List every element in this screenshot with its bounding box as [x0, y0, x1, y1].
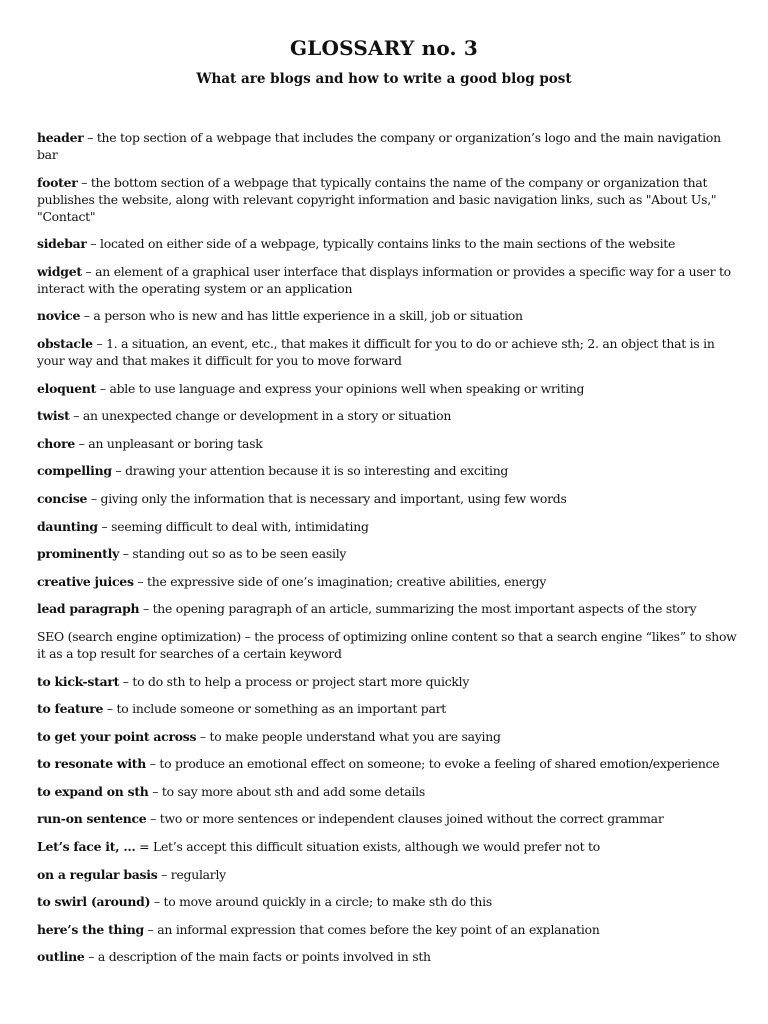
glossary-term: here’s the thing [37, 921, 144, 937]
glossary-entry [37, 129, 737, 163]
glossary-term: lead paragraph [37, 601, 140, 617]
glossary-definition: – to move around quickly in a circle; to make sth do this [150, 894, 492, 910]
glossary-entry [37, 755, 737, 772]
glossary-entry [37, 948, 737, 965]
glossary-term: Let’s face it, … [37, 839, 136, 855]
glossary-entry [37, 838, 737, 855]
glossary-definition: – an informal expression that comes before the key point of an explanation [143, 921, 600, 937]
glossary-definition: – to produce an emotional effect on someone; to evoke a feeling of shared emotion/experience [146, 756, 720, 772]
glossary-definition: – to make people understand what you are saying [196, 728, 501, 744]
glossary-entry [37, 462, 737, 479]
glossary-entry [37, 235, 737, 252]
glossary-definition: – giving only the information that is necessary and important, using few words [87, 490, 567, 506]
glossary-term: twist [37, 408, 70, 424]
glossary-entry [37, 518, 737, 535]
glossary-term: to feature [37, 701, 104, 717]
glossary-entry [37, 866, 737, 883]
glossary-entry [37, 407, 737, 424]
glossary-definition: – an unexpected change or development in a story or situation [69, 408, 452, 424]
glossary-entry [37, 673, 737, 690]
glossary-term: creative juices [37, 573, 134, 589]
glossary-entry [37, 810, 737, 827]
glossary-definition: – to include someone or something as an important part [103, 701, 447, 717]
glossary-entry [37, 335, 737, 369]
glossary-definition: = Let’s accept this difficult situation exists, although we would prefer not to [135, 839, 600, 855]
glossary-entry [37, 263, 737, 297]
glossary-definition: – located on either side of a webpage, typically contains links to the main sections of the website [86, 236, 676, 252]
glossary-definition: – standing out so as to be seen easily [119, 546, 347, 562]
glossary-term: prominently [37, 546, 120, 562]
glossary-definition: – a description of the main facts or points involved in sth [84, 949, 431, 965]
glossary-term: to kick-start [37, 673, 120, 689]
glossary-definition: – the expressive side of one’s imagination; creative abilities, energy [133, 573, 547, 589]
glossary-term: footer [37, 174, 78, 190]
glossary-definition: – the bottom section of a webpage that typically contains the name of the company or organization that publishes the website, along with relevant copyright information and basic navigation links, such as "About Us," "Contact" [37, 174, 717, 224]
glossary-term: widget [37, 263, 82, 279]
glossary-term: obstacle [37, 335, 93, 351]
glossary-definition: – the top section of a webpage that includes the company or organization’s logo and the main navigation bar [37, 130, 721, 162]
glossary-entry [37, 783, 737, 800]
glossary-term: SEO [37, 628, 64, 644]
glossary-definition: – an unpleasant or boring task [74, 435, 263, 451]
glossary-definition: – able to use language and express your opinions well when speaking or writing [96, 380, 585, 396]
glossary-term: to expand on sth [37, 783, 149, 799]
glossary-entry [37, 600, 737, 617]
glossary-term: header [37, 130, 84, 145]
glossary-term: on a regular basis [37, 866, 158, 882]
glossary-term: novice [37, 308, 81, 324]
page-title: GLOSSARY no. 3 [290, 36, 478, 60]
glossary-term: to get your point across [37, 728, 197, 744]
glossary-entry [37, 893, 737, 910]
glossary-list [37, 129, 737, 976]
glossary-entry [37, 174, 737, 225]
glossary-definition: – drawing your attention because it is so interesting and exciting [111, 463, 509, 479]
glossary-definition: – the opening paragraph of an article, summarizing the most important aspects of the story [139, 601, 697, 617]
glossary-entry [37, 728, 737, 745]
glossary-term: concise [37, 490, 88, 506]
glossary-definition: – to say more about sth and add some details [148, 783, 425, 799]
glossary-entry [37, 545, 737, 562]
glossary-term: to swirl (around) [37, 894, 151, 910]
glossary-definition: – regularly [157, 866, 226, 882]
glossary-entry [37, 490, 737, 507]
glossary-entry [37, 307, 737, 324]
glossary-term: run-on sentence [37, 811, 147, 827]
glossary-entry [37, 380, 737, 397]
glossary-term: sidebar [37, 236, 87, 252]
glossary-term: compelling [37, 463, 112, 479]
glossary-term: outline [37, 949, 85, 965]
page-subtitle: What are blogs and how to write a good blog post [196, 71, 572, 87]
glossary-definition: – two or more sentences or independent clauses joined without the correct grammar [146, 811, 664, 827]
glossary-term: eloquent [37, 380, 97, 396]
glossary-definition: (search engine optimization) – the process of optimizing online content so that a search engine “likes” to show it as a top result for searches of a certain keyword [37, 628, 737, 661]
glossary-term: daunting [37, 518, 98, 534]
glossary-definition: – seeming difficult to deal with, intimidating [97, 518, 369, 534]
glossary-definition: – to do sth to help a process or project start more quickly [119, 673, 470, 689]
glossary-definition: – a person who is new and has little experience in a skill, job or situation [80, 308, 523, 324]
glossary-definition: – an element of a graphical user interface that displays information or provides a specific way for a user to interact with the operating system or an application [37, 263, 731, 296]
glossary-term: chore [37, 435, 75, 451]
glossary-term: to resonate with [37, 756, 147, 772]
glossary-entry [37, 628, 737, 662]
glossary-entry [37, 921, 737, 938]
glossary-entry [37, 573, 737, 590]
glossary-entry [37, 435, 737, 452]
glossary-entry [37, 700, 737, 717]
glossary-definition: – 1. a situation, an event, etc., that makes it difficult for you to do or achieve sth; 2. an object that is in your way and that makes it difficult for you to move forward [37, 335, 715, 368]
